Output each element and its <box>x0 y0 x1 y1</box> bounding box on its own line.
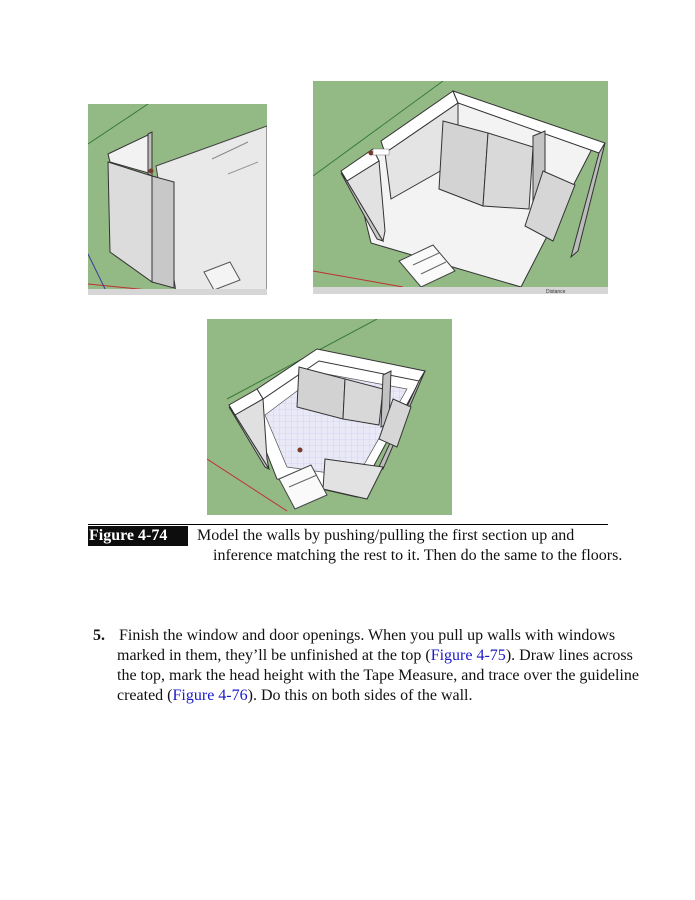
caption-rule <box>88 524 608 525</box>
figure-4-75-link[interactable]: Figure 4-75 <box>430 647 506 664</box>
wall-pushpull-screenshot <box>88 104 267 295</box>
status-text: Distance <box>546 289 566 294</box>
all-walls-screenshot <box>313 81 608 294</box>
step-text-2: ). Draw lines across the top, mark the head height with the Tape Measure, and trace over the guideline created ( <box>117 647 639 704</box>
figure-4-76-link[interactable]: Figure 4-76 <box>172 687 248 704</box>
figure-label: Figure 4-74 <box>88 526 188 546</box>
step-text-1: Finish the window and door openings. When you pull up walls with windows marked in them, they’ll be unfinished at the top ( <box>115 627 616 664</box>
step-text-3: ). Do this on both sides of the wall. <box>247 687 473 704</box>
floors-added-screenshot <box>207 319 452 515</box>
figure-caption: Model the walls by pushing/pulling the first section up and inference matching the rest to it. Then do the same to the floors. <box>197 527 623 564</box>
step-number: 5. <box>93 627 105 644</box>
step-paragraph <box>93 626 639 706</box>
